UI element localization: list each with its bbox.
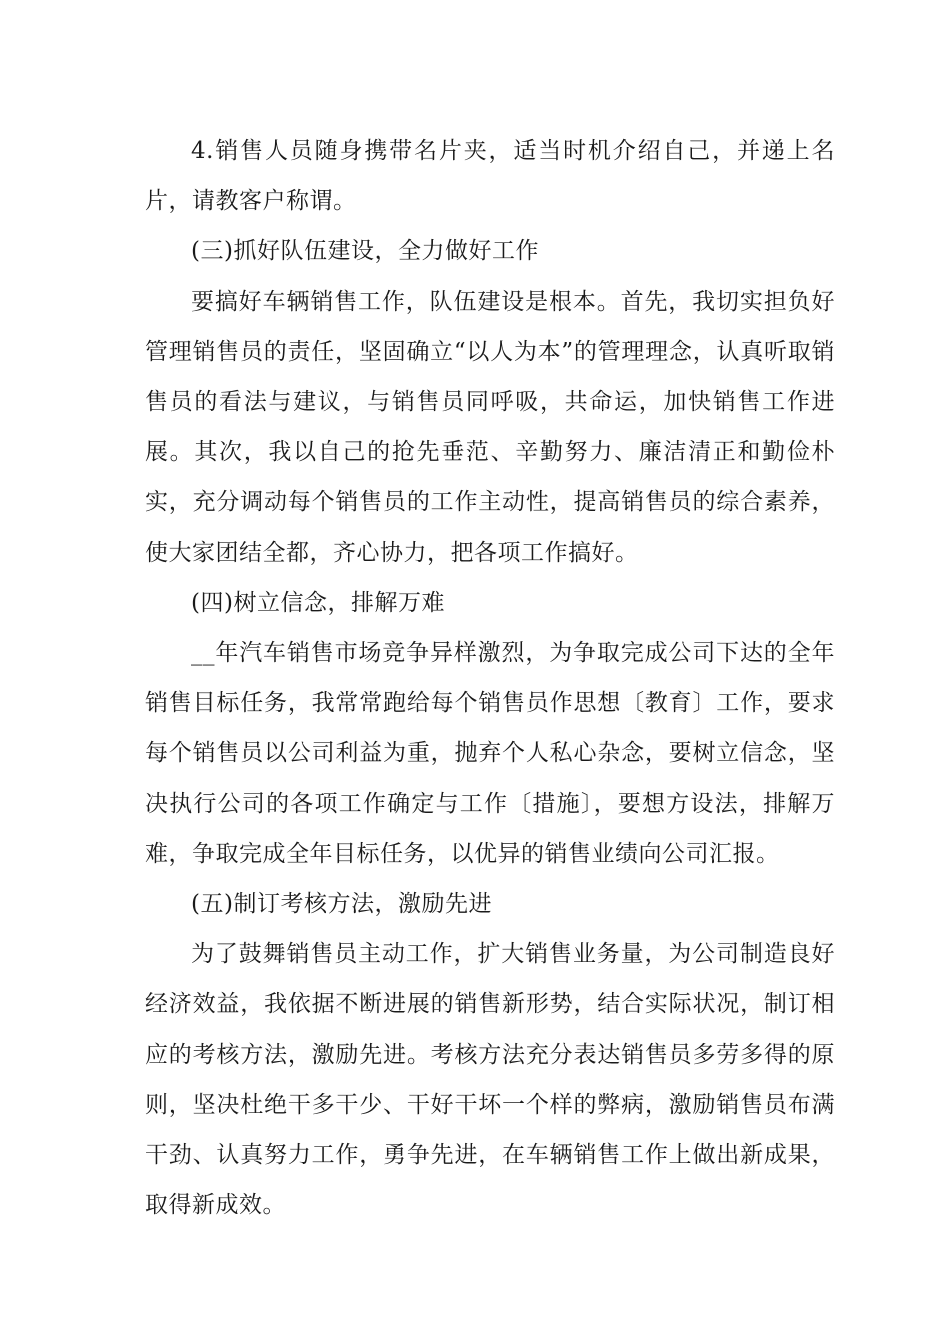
document-body <box>145 126 835 1230</box>
paragraph-business-card: 4.销售人员随身携带名片夹，适当时机介绍自己，并递上名片，请教客户称谓。 <box>145 138 835 215</box>
section-heading-team-building: (三)抓好队伍建设，全力做好工作 <box>191 238 539 265</box>
section-heading-confidence: (四)树立信念，排解万难 <box>191 589 445 616</box>
paragraph-confidence: __年汽车销售市场竞争异样激烈，为争取完成公司下达的全年销售目标任务，我常常跑给每个销售员作思想〔教育〕工作，要求每个销售员以公司利益为重，抛弃个人私心杂念，要树立信念，坚决执行公司的各项工作确定与工作〔措施〕，要想方设法，排解万难，争取完成全年目标任务，以优异的销售业绩向公司汇报。 <box>145 640 835 867</box>
paragraph-assessment: 为了鼓舞销售员主动工作，扩大销售业务量，为公司制造良好经济效益，我依据不断进展的销售新形势，结合实际状况，制订相应的考核方法，激励先进。考核方法充分表达销售员多劳多得的原则，坚决杜绝干多干少、干好干坏一个样的弊病，激励销售员布满干劲、认真努力工作，勇争先进，在车辆销售工作上做出新成果，取得新成效。 <box>145 941 835 1219</box>
paragraph-team-building: 要搞好车辆销售工作，队伍建设是根本。首先，我切实担负好管理销售员的责任，坚固确立“以人为本”的管理理念，认真听取销售员的看法与建议，与销售员同呼吸，共命运，加快销售工作进展。其次，我以自己的抢先垂范、辛勤努力、廉洁清正和勤俭朴实，充分调动每个销售员的工作主动性，提高销售员的综合素养，使大家团结全都，齐心协力，把各项工作搞好。 <box>145 288 835 566</box>
section-heading-assessment: (五)制订考核方法，激励先进 <box>191 891 492 918</box>
